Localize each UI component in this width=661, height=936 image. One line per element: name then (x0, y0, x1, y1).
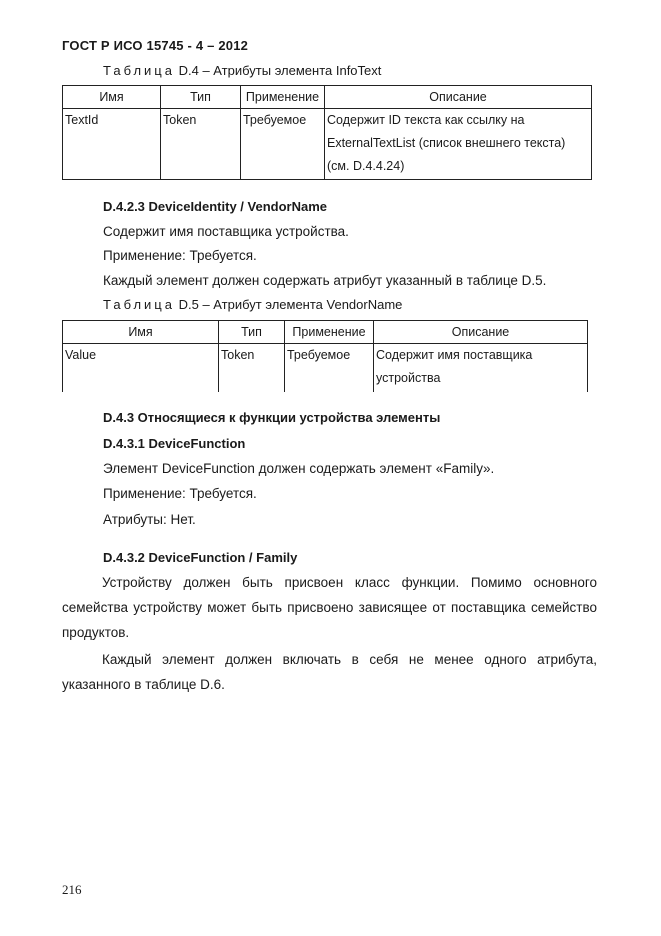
table-d5-caption-text: D.5 – Атрибут элемента VendorName (178, 297, 403, 312)
section-d423-p3: Каждый элемент должен содержать атрибут указанный в таблице D.5. (103, 273, 547, 288)
section-d431-heading: D.4.3.1 DeviceFunction (103, 436, 246, 451)
table-d4-header-usage: Применение (241, 86, 325, 109)
table-d4-caption-word: Таблица (103, 63, 175, 78)
table-d5-caption (103, 297, 402, 312)
table-d4-cell-type: Token (161, 109, 241, 180)
table-row (63, 109, 592, 180)
table-d4-header-name: Имя (63, 86, 161, 109)
table-d5-cell-name: Value (63, 344, 219, 393)
section-d432-p1: Устройству должен быть присвоен класс функции. Помимо основного семейства устройству может быть присвоено зависящее от поставщика семейство продуктов. (62, 575, 597, 640)
table-d5-cell-usage: Требуемое (285, 344, 374, 393)
table-d5-cell-type: Token (219, 344, 285, 393)
table-d5-header-desc: Описание (374, 321, 588, 344)
table-d5-desc-line: Содержит имя поставщика (376, 348, 533, 362)
table-d4-caption (103, 63, 381, 78)
table-row (63, 344, 588, 393)
table-d5-header-type: Тип (219, 321, 285, 344)
table-d4-desc-line: (см. D.4.4.24) (327, 159, 405, 173)
table-d4-desc-line: Содержит ID текста как ссылку на (327, 113, 525, 127)
table-d5-header-row (63, 321, 588, 344)
section-d423-p1: Содержит имя поставщика устройства. (103, 224, 349, 239)
section-d431-p2: Применение: Требуется. (103, 486, 257, 501)
table-d5 (62, 320, 588, 392)
table-d4-header-desc: Описание (325, 86, 592, 109)
section-d423-p2: Применение: Требуется. (103, 248, 257, 263)
section-d423-heading: D.4.2.3 DeviceIdentity / VendorName (103, 199, 327, 214)
section-d432-p1-block (62, 570, 597, 645)
section-d43-heading: D.4.3 Относящиеся к функции устройства элементы (103, 410, 441, 425)
table-d4-header-type: Тип (161, 86, 241, 109)
table-d4-cell-name: TextId (63, 109, 161, 180)
table-d4-caption-text: D.4 – Атрибуты элемента InfoText (178, 63, 382, 78)
table-d4-cell-desc (325, 109, 592, 180)
section-d432-heading: D.4.3.2 DeviceFunction / Family (103, 550, 298, 565)
table-d5-header-name: Имя (63, 321, 219, 344)
document-header: ГОСТ Р ИСО 15745 - 4 – 2012 (62, 38, 249, 53)
page-number: 216 (62, 882, 82, 897)
table-d4-desc-line: ExternalTextList (список внешнего текста) (327, 136, 566, 150)
table-d5-header-usage: Применение (285, 321, 374, 344)
table-d4-header-row (63, 86, 592, 109)
table-d5-caption-word: Таблица (103, 297, 175, 312)
section-d431-p3: Атрибуты: Нет. (103, 512, 196, 527)
table-d4-cell-usage: Требуемое (241, 109, 325, 180)
section-d432-p2: Каждый элемент должен включать в себя не менее одного атрибута, указанного в таблице D.6. (62, 652, 597, 692)
table-d5-cell-desc (374, 344, 588, 393)
section-d431-p1: Элемент DeviceFunction должен содержать элемент «Family». (103, 461, 495, 476)
table-d4 (62, 85, 592, 180)
section-d432-p2-block (62, 647, 597, 697)
table-d5-desc-line: устройства (376, 371, 441, 385)
